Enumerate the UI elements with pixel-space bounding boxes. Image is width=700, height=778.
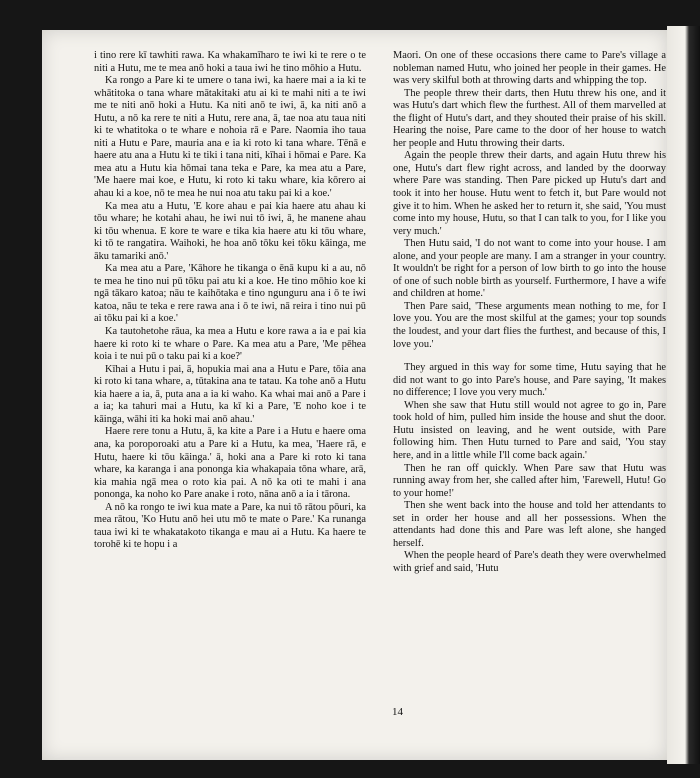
maori-paragraph: Kīhai a Hutu i pai, ā, hopukia mai ana a Hutu e Pare, tōia ana ki roto ki tana whare, a, tūtakina ana te tatau. Ka tohe anō a Hutu kia haere a ia, ā, puta ana a ia ki waho. Ka whai mai anō a Pare i a ia; ka tahuri mai a Hutu, ka kī ki a Pare, 'E noho koe i te kāinga, wāhi iti ka hoki mai anō ahau.' [94,363,366,425]
maori-paragraph: A nō ka rongo te iwi kua mate a Pare, ka nui tō rātou pōuri, ka mea rātou, 'Ko Hutu anō hei utu mō te mate o Pare.' Ka runanga taua iwi ki te whakatakoto tikanga e mau ai a Hutu. Ka haere te torohē ki te hopu i a [94,501,366,551]
english-paragraph: When she saw that Hutu still would not agree to go in, Pare took hold of him, pulled him inside the house and shut the door. Hutu insisted on leaving, and he went outside, with Pare following him. Then Hutu turned to Pare and said, 'You stay here, and in a little while I'll come back again.' [393,399,666,461]
page-number: 14 [392,706,403,718]
section-gap [393,351,666,362]
maori-text-column [94,50,366,552]
maori-paragraph: Ka mea atu a Hutu, 'E kore ahau e pai kia haere atu ahau ki tōu whare; he kotahi ahau, he iwi nui tō iwi, ā, he manene ahau ki tōu whenua. E kore te ware e tika kia haere atu ki tōu whare, ki tō te rangatira. Waihoki, he hoa anō tōku kei tōku kāinga, me āku tamariki anō.' [94,200,366,262]
english-paragraph: Then she went back into the house and told her attendants to set in order her house and all her possessions. When the attendants had done this and Pare was left alone, she hanged herself. [393,500,666,549]
maori-paragraph: Ka rongo a Pare ki te umere o tana iwi, ka haere mai a ia ki te whātitoka o tana whare mātakitaki atu ai ki te mahi niti a te iwi me te niti anō hoki a Hutu. Ka niti anō te iwi, ā, ka niti anō a Hutu, a nō ka rere te niti a Hutu, rere ana, ā, tae noa atu taua niti ki te whatitoka o te whare e nohoia rā e Pare. Naomia iho taua niti a Hutu e Pare, mauria ana e ia ki roto ki tana whare. Tēnā e haere atu ana a Hutu ki te tiki i tana niti, kīhai i hōmai e Pare. Ka mea atu a Hutu kia hōmai tana teka e Pare, ka mea atu a Pare, 'Me haere mai koe, e Hutu, ki roto ki taku whare, kia kōrero ai ahau ki a koe, nō te mea he nui noa atu taku pai ki a koe.' [94,75,366,200]
english-paragraph: Maori. On one of these occasions there came to Pare's village a nobleman named Hutu, who joined her people in their games. He was very skilful both at throwing darts and whipping the top. [393,50,666,87]
maori-paragraph: Ka mea atu a Pare, 'Kāhore he tikanga o ēnā kupu ki a au, nō te mea he tino nui pū tōku pai atu ki a koe. He tino mōhio koe ki ngā tākaro katoa; nāu te kaihōtaka e tino ngunguru ana i ō te iwi katoa, nāu te teka e rere rawa ana i ō te iwi, nā reira i tino nui pū ai tōku pai ki a koe.' [94,263,366,325]
english-paragraph: The people threw their darts, then Hutu threw his one, and it was Hutu's dart which flew the furthest. All of them marvelled at the flight of Hutu's dart, and they shouted their praise of his skill. Hearing the noise, Pare came to the door of her house to watch her people and Hutu throwing their darts. [393,87,666,149]
english-paragraph: Again the people threw their darts, and again Hutu threw his one, Hutu's dart flew right across, and landed by the doorway where Pare was standing. Then Pare picked up Hutu's dart and took it into her house. Hutu went to fetch it, but Pare would not give it to him. When he asked her to return it, she said, 'You must come into my house, Hutu, so that I can talk to you, for I like you very much.' [393,150,666,237]
english-text-column [393,50,666,575]
english-paragraph: Then Hutu said, 'I do not want to come into your house. I am alone, and your people are many. I am a stranger in your country. It wouldn't be right for a person of low birth to go into the house of one of such noble birth as yourself. Furthermore, I have a wife and children at home.' [393,238,666,300]
english-paragraph: When the people heard of Pare's death they were overwhelmed with grief and said, 'Hutu [393,550,666,574]
adjacent-page-edge [667,26,700,764]
maori-paragraph: i tino rere kī tawhiti rawa. Ka whakamīharo te iwi ki te rere o te niti a Hutu, me te mea anō hoki a taua iwi he tino mōhio a Hutu. [94,50,366,74]
english-paragraph: They argued in this way for some time, Hutu saying that he did not want to go into Pare's house, and Pare saying, 'It makes no difference; I love you very much.' [393,362,666,399]
english-paragraph: Then Pare said, 'These arguments mean nothing to me, for I love you. You are the most skilful at the games; your top sounds the loudest, and your dart flies the furthest, and because of this, I love you.' [393,300,666,350]
maori-paragraph: Haere rere tonu a Hutu, ā, ka kite a Pare i a Hutu e haere oma ana, ka poroporoaki atu a Pare ki a Hutu, ka mea, 'Haere rā, e Hutu, haere ki tōu kāinga.' ā, hoki ana a Pare ki roto ki tana whare, ka karanga i ana pononga kia whakapaia tōna whare, arā, kia mahia ngā mea o roto kia pai. A nō ka oti te mahi i ana pononga, ka noho ko Pare anake i roto, nāna anō a ia i tārona. [94,426,366,501]
maori-paragraph: Ka tautohetohe rāua, ka mea a Hutu e kore rawa a ia e pai kia haere ki roto ki te whare o Pare. Ka mea atu a Pare, 'Me pēhea koia i te nui pū o taku pai ki a koe?' [94,326,366,363]
english-paragraph: Then he ran off quickly. When Pare saw that Hutu was running away from her, she called after him, 'Farewell, Hutu! Go to your home!' [393,462,666,499]
